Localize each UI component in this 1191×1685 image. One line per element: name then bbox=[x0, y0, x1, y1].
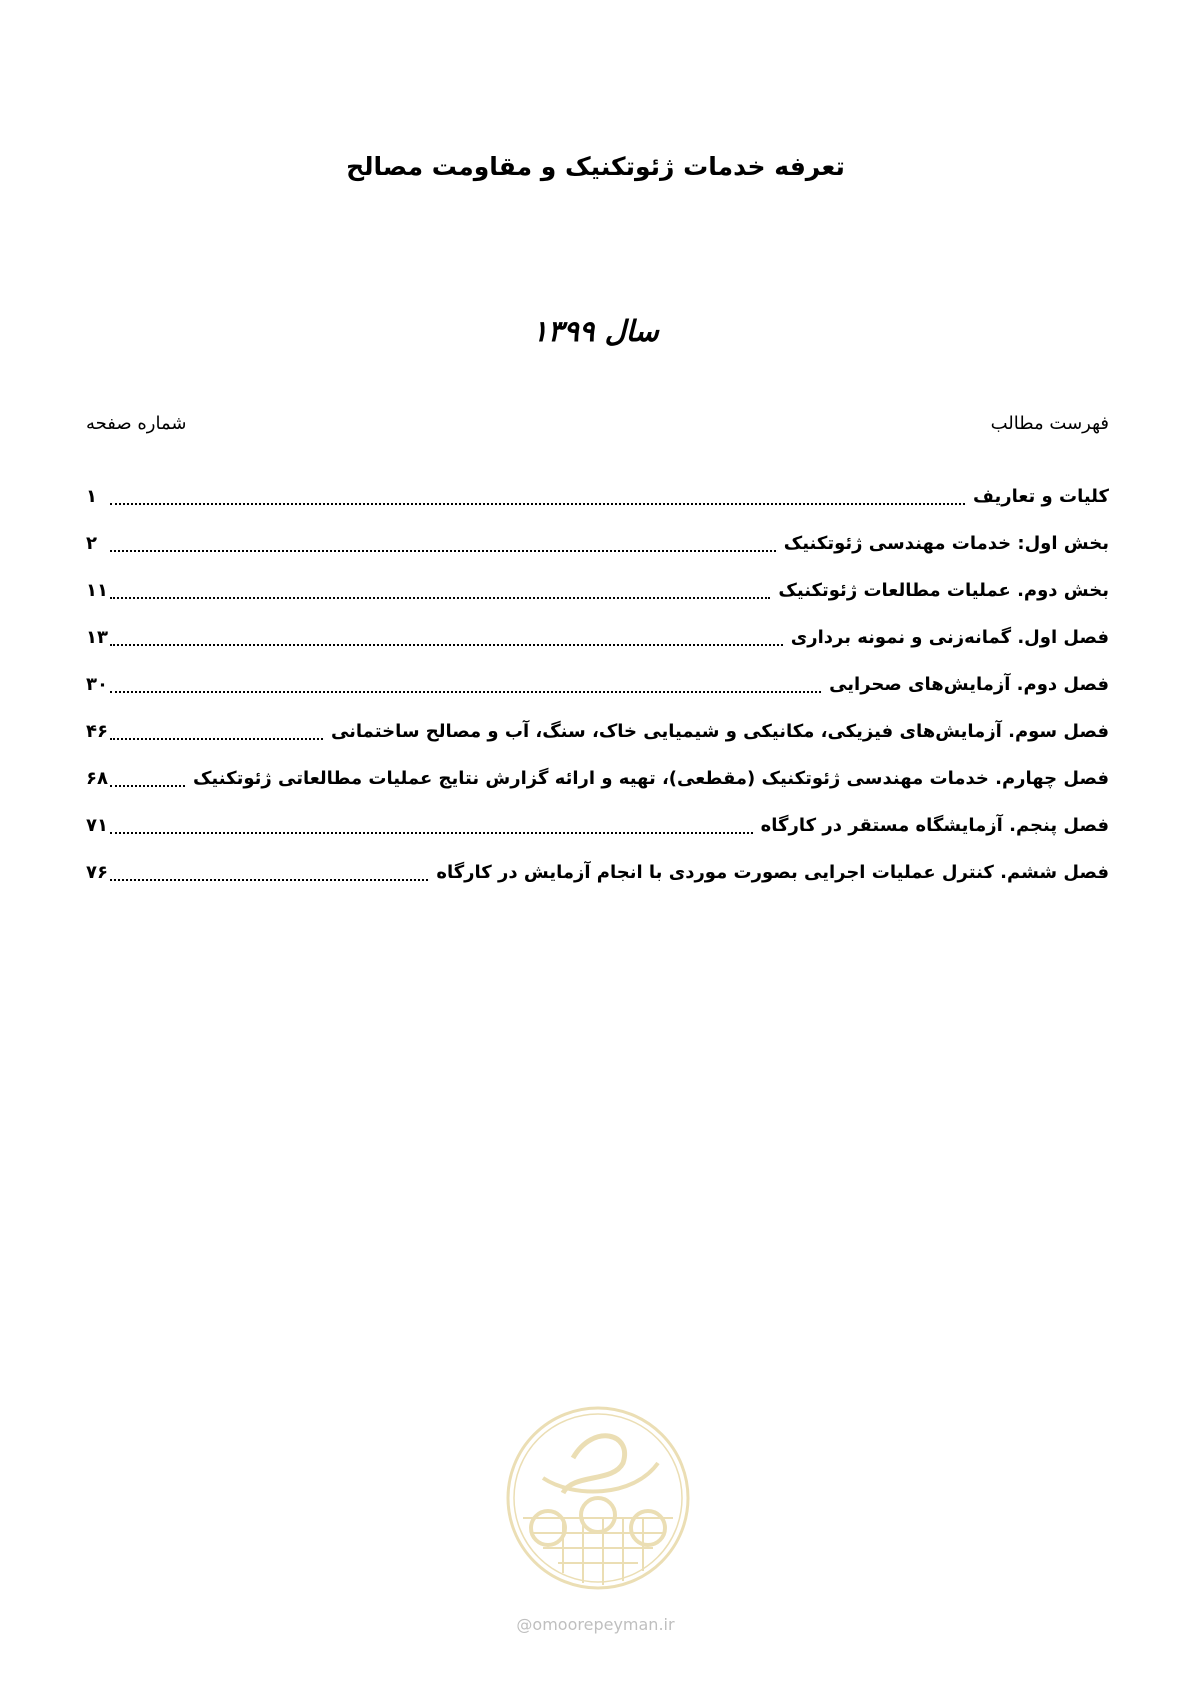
toc-entry[interactable] bbox=[86, 755, 1109, 802]
toc-entry-label: فصل پنجم. آزمایشگاه مستقر در کارگاه bbox=[760, 815, 1109, 836]
dot-leader bbox=[110, 691, 821, 693]
year-title: سال ۱۳۹۹ bbox=[532, 314, 659, 348]
toc-entry-page: ۶۸ bbox=[86, 768, 108, 789]
toc-entry-page: ۴۶ bbox=[86, 721, 108, 742]
toc-entry[interactable] bbox=[86, 567, 1109, 614]
toc-entry-label: فصل اول. گمانه‌زنی و نمونه برداری bbox=[790, 627, 1109, 648]
dot-leader bbox=[110, 832, 753, 834]
toc-entry-page: ۳۰ bbox=[86, 674, 108, 695]
watermark-seal-icon bbox=[503, 1403, 693, 1593]
toc-entry[interactable] bbox=[86, 708, 1109, 755]
table-of-contents bbox=[86, 473, 1109, 896]
toc-entry-label: کلیات و تعاریف bbox=[973, 486, 1109, 507]
toc-entry-page: ۱۱ bbox=[86, 580, 108, 601]
dot-leader bbox=[110, 785, 185, 787]
toc-entry-page: ۷۱ bbox=[86, 815, 108, 836]
toc-entry-label: فصل سوم. آزمایش‌های فیزیکی، مکانیکی و شیمیایی خاک، سنگ، آب و مصالح ساختمانی bbox=[330, 721, 1109, 742]
toc-entry[interactable] bbox=[86, 614, 1109, 661]
page-title: تعرفه خدمات ژئوتکنیک و مقاومت مصالح bbox=[346, 152, 845, 181]
dot-leader bbox=[110, 644, 783, 646]
toc-entry[interactable] bbox=[86, 520, 1109, 567]
dot-leader bbox=[110, 738, 323, 740]
toc-heading: فهرست مطالب bbox=[990, 413, 1109, 434]
watermark-url: @omoorepeyman.ir bbox=[516, 1615, 675, 1634]
toc-entry-page: ۷۶ bbox=[86, 862, 108, 883]
toc-entry-label: بخش دوم. عملیات مطالعات ژئوتکنیک bbox=[778, 580, 1109, 601]
toc-entry-page: ۱۳ bbox=[86, 627, 108, 648]
dot-leader bbox=[110, 550, 776, 552]
toc-entry-label: فصل ششم. کنترل عملیات اجرایی بصورت موردی با انجام آزمایش در کارگاه bbox=[436, 862, 1109, 883]
toc-entry-label: فصل چهارم. خدمات مهندسی ژئوتکنیک (مقطعی)، تهیه و ارائه گزارش نتایج عملیات مطالعاتی ژئوتکنیک bbox=[192, 768, 1109, 789]
toc-entry-page: ۱ bbox=[86, 486, 97, 507]
dot-leader bbox=[110, 503, 965, 505]
toc-entry[interactable] bbox=[86, 849, 1109, 896]
toc-entry[interactable] bbox=[86, 661, 1109, 708]
dot-leader bbox=[110, 879, 428, 881]
toc-entry-label: فصل دوم. آزمایش‌های صحرایی bbox=[829, 674, 1109, 695]
toc-entry-page: ۲ bbox=[86, 533, 97, 554]
toc-entry[interactable] bbox=[86, 473, 1109, 520]
toc-header bbox=[86, 413, 1109, 443]
toc-entry[interactable] bbox=[86, 802, 1109, 849]
page-number-heading: شماره صفحه bbox=[86, 413, 187, 434]
dot-leader bbox=[110, 597, 770, 599]
toc-entry-label: بخش اول: خدمات مهندسی ژئوتکنیک bbox=[783, 533, 1109, 554]
